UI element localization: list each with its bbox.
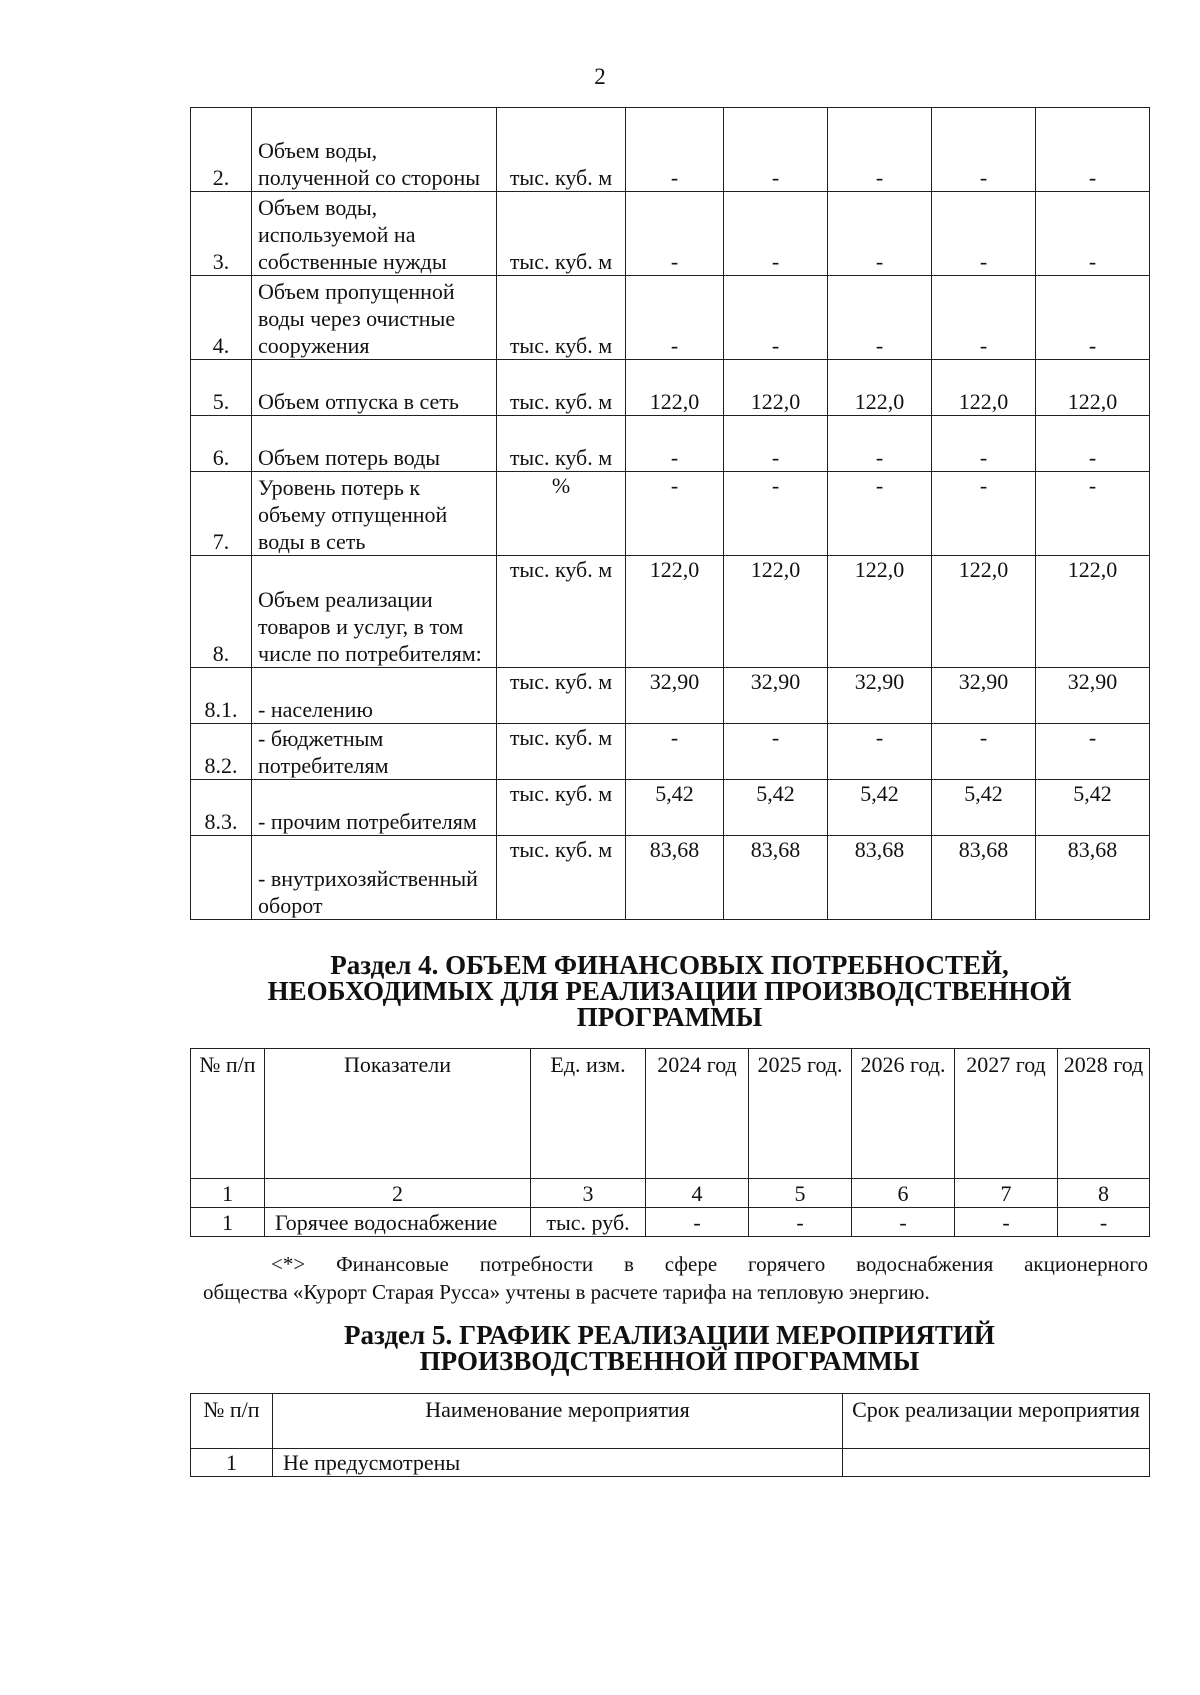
header-cell: 2024 год <box>646 1049 749 1179</box>
table-cell: - <box>852 1208 955 1237</box>
table-cell: 83,68 <box>1036 836 1150 920</box>
footnote-line2: общества «Курорт Старая Русса» учтены в расчете тарифа на тепловую энергию. <box>203 1280 930 1304</box>
table-cell: - <box>626 108 724 192</box>
table-cell: 122,0 <box>724 360 828 416</box>
table-cell: - <box>932 472 1036 556</box>
table-cell: - <box>724 276 828 360</box>
table-cell: 5,42 <box>724 780 828 836</box>
table-cell: 122,0 <box>1036 556 1150 668</box>
table-cell: 122,0 <box>932 360 1036 416</box>
table-cell: - <box>724 192 828 276</box>
table-cell: - <box>646 1208 749 1237</box>
table-cell: 122,0 <box>1036 360 1150 416</box>
table-cell: тыс. куб. м <box>497 360 626 416</box>
table-cell: - <box>724 472 828 556</box>
table-cell: - <box>724 108 828 192</box>
table-row <box>191 276 1150 360</box>
section-4-title-line3: ПРОГРАММЫ <box>576 1002 763 1032</box>
table-cell: 3 <box>531 1179 646 1208</box>
header-cell: № п/п <box>191 1049 265 1179</box>
table-cell: - <box>1036 276 1150 360</box>
table-cell: - <box>626 276 724 360</box>
table-cell: 2. <box>191 108 252 192</box>
table-cell: % <box>497 472 626 556</box>
table-cell: 83,68 <box>626 836 724 920</box>
table-cell: 5,42 <box>932 780 1036 836</box>
table-cell: 32,90 <box>828 668 932 724</box>
table-cell: 8.1. <box>191 668 252 724</box>
table-cell: 122,0 <box>932 556 1036 668</box>
table-row <box>191 1179 1150 1208</box>
table-cell: 122,0 <box>828 556 932 668</box>
table-cell: - <box>828 472 932 556</box>
table-cell: - <box>749 1208 852 1237</box>
table-cell: 5. <box>191 360 252 416</box>
table-cell: - <box>932 416 1036 472</box>
table-cell: тыс. куб. м <box>497 276 626 360</box>
table-cell <box>191 836 252 920</box>
table-row <box>191 556 1150 668</box>
table-cell: - <box>828 108 932 192</box>
table-cell: 7. <box>191 472 252 556</box>
table-cell: - <box>828 416 932 472</box>
table-cell: - населению <box>252 668 497 724</box>
header-cell: 2025 год. <box>749 1049 852 1179</box>
table-row <box>191 1449 1150 1477</box>
table-cell: - внутрихозяйственный оборот <box>252 836 497 920</box>
table-header-row <box>191 1394 1150 1449</box>
table-cell: - <box>626 416 724 472</box>
table-row <box>191 416 1150 472</box>
table-cell: - бюджетным потребителям <box>252 724 497 780</box>
header-cell: № п/п <box>191 1394 273 1449</box>
table-cell: Объем воды, полученной со стороны <box>252 108 497 192</box>
table-cell: 4 <box>646 1179 749 1208</box>
section-5-title-line2: ПРОИЗВОДСТВЕННОЙ ПРОГРАММЫ <box>419 1346 920 1376</box>
table-cell: - <box>1036 416 1150 472</box>
table-cell: тыс. куб. м <box>497 780 626 836</box>
table-cell: - прочим потребителям <box>252 780 497 836</box>
table-cell: 6. <box>191 416 252 472</box>
table-cell: 32,90 <box>1036 668 1150 724</box>
table-row <box>191 724 1150 780</box>
table-cell: - <box>724 416 828 472</box>
table-cell: 5,42 <box>626 780 724 836</box>
header-cell: Наименование мероприятия <box>273 1394 843 1449</box>
table-cell <box>843 1449 1150 1477</box>
section-5-title <box>190 1322 1149 1374</box>
footnote-line1: <*> Финансовые потребности в сфере горячего водоснабжения акционерного <box>271 1252 1148 1276</box>
table-cell: 3. <box>191 192 252 276</box>
header-cell: 2027 год <box>955 1049 1058 1179</box>
table-cell: 83,68 <box>828 836 932 920</box>
table-cell: 7 <box>955 1179 1058 1208</box>
table-cell: 122,0 <box>828 360 932 416</box>
table-cell: тыс. куб. м <box>497 192 626 276</box>
table-cell: - <box>1036 724 1150 780</box>
table-cell: - <box>828 724 932 780</box>
table-cell: 5,42 <box>1036 780 1150 836</box>
table-cell: 122,0 <box>626 556 724 668</box>
table-cell: 8 <box>1058 1179 1150 1208</box>
table-cell: - <box>1036 108 1150 192</box>
footnote <box>203 1250 1148 1306</box>
table-cell: - <box>932 192 1036 276</box>
table-row <box>191 360 1150 416</box>
table-header-row <box>191 1049 1150 1179</box>
table-row <box>191 192 1150 276</box>
table-cell: 1 <box>191 1449 273 1477</box>
header-cell: Показатели <box>265 1049 531 1179</box>
table-cell: - <box>828 276 932 360</box>
table-cell: - <box>626 192 724 276</box>
table-cell: - <box>626 472 724 556</box>
table-cell: 1 <box>191 1208 265 1237</box>
table-cell: - <box>932 724 1036 780</box>
table-cell: тыс. куб. м <box>497 108 626 192</box>
table-cell: Объем потерь воды <box>252 416 497 472</box>
table-cell: - <box>1058 1208 1150 1237</box>
table-cell: 8.3. <box>191 780 252 836</box>
table-cell: 122,0 <box>626 360 724 416</box>
table-row <box>191 668 1150 724</box>
table-cell: 1 <box>191 1179 265 1208</box>
section-5-title-line1: Раздел 5. ГРАФИК РЕАЛИЗАЦИИ МЕРОПРИЯТИЙ <box>344 1320 995 1350</box>
production-indicators-table <box>190 107 1150 920</box>
table-cell: Объем отпуска в сеть <box>252 360 497 416</box>
table-row <box>191 472 1150 556</box>
table-cell: - <box>724 724 828 780</box>
table-cell: - <box>932 276 1036 360</box>
section-4-title <box>190 952 1149 1030</box>
table-cell: 8. <box>191 556 252 668</box>
table-row <box>191 836 1150 920</box>
section-4-title-line1: Раздел 4. ОБЪЕМ ФИНАНСОВЫХ ПОТРЕБНОСТЕЙ, <box>330 950 1009 980</box>
table-cell: 122,0 <box>724 556 828 668</box>
table-cell: Объем реализации товаров и услуг, в том числе по потребителям: <box>252 556 497 668</box>
table-cell: 5 <box>749 1179 852 1208</box>
table-cell: - <box>1036 192 1150 276</box>
table-cell: Уровень потерь к объему отпущенной воды в сеть <box>252 472 497 556</box>
table-cell: - <box>932 108 1036 192</box>
table-cell: 32,90 <box>932 668 1036 724</box>
table-cell: - <box>828 192 932 276</box>
table-cell: 83,68 <box>932 836 1036 920</box>
table-cell: - <box>1036 472 1150 556</box>
table-cell: тыс. куб. м <box>497 556 626 668</box>
financial-needs-table <box>190 1048 1150 1237</box>
table-cell: 8.2. <box>191 724 252 780</box>
table-cell: 2 <box>265 1179 531 1208</box>
table-row <box>191 780 1150 836</box>
header-cell: 2028 год <box>1058 1049 1150 1179</box>
table-cell: тыс. куб. м <box>497 836 626 920</box>
table-cell: Объем воды, используемой на собственные нужды <box>252 192 497 276</box>
section-4-title-line2: НЕОБХОДИМЫХ ДЛЯ РЕАЛИЗАЦИИ ПРОИЗВОДСТВЕННОЙ <box>267 976 1072 1006</box>
table-cell: 32,90 <box>724 668 828 724</box>
table-cell: 5,42 <box>828 780 932 836</box>
table-cell: тыс. куб. м <box>497 724 626 780</box>
schedule-table <box>190 1393 1150 1477</box>
header-cell: Срок реализации мероприятия <box>843 1394 1150 1449</box>
table-cell: - <box>955 1208 1058 1237</box>
table-cell: Горячее водоснабжение <box>265 1208 531 1237</box>
table-cell: 83,68 <box>724 836 828 920</box>
table-cell: 4. <box>191 276 252 360</box>
table-row <box>191 108 1150 192</box>
header-cell: 2026 год. <box>852 1049 955 1179</box>
table-cell: Не предусмотрены <box>273 1449 843 1477</box>
table-cell: 32,90 <box>626 668 724 724</box>
table-cell: тыс. руб. <box>531 1208 646 1237</box>
header-cell: Ед. изм. <box>531 1049 646 1179</box>
table-cell: Объем пропущенной воды через очистные сооружения <box>252 276 497 360</box>
table-cell: тыс. куб. м <box>497 668 626 724</box>
page-number: 2 <box>594 64 606 89</box>
table-cell: - <box>626 724 724 780</box>
table-row <box>191 1208 1150 1237</box>
table-cell: 6 <box>852 1179 955 1208</box>
table-cell: тыс. куб. м <box>497 416 626 472</box>
